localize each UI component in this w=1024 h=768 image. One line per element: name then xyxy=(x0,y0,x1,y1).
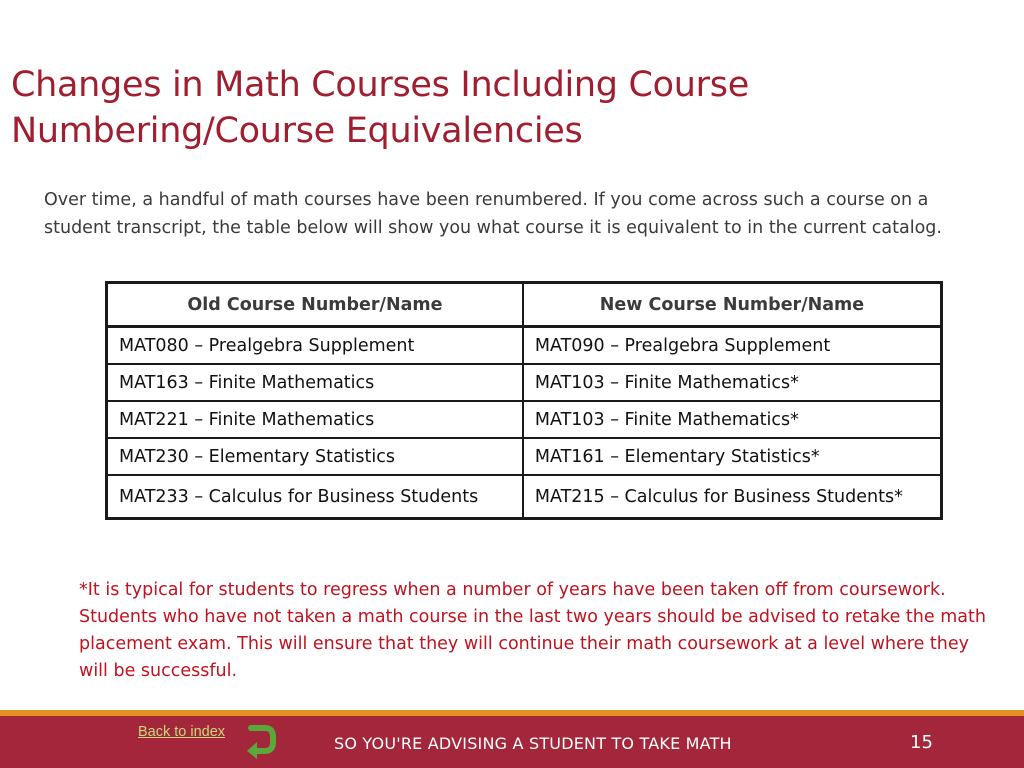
old-course-cell: MAT080 – Prealgebra Supplement xyxy=(107,327,523,365)
old-course-cell: MAT233 – Calculus for Business Students xyxy=(107,475,523,519)
back-to-index-link[interactable]: Back to index xyxy=(138,724,226,740)
presentation-title: SO YOU'RE ADVISING A STUDENT TO TAKE MATH xyxy=(334,734,732,753)
new-course-cell: MAT161 – Elementary Statistics* xyxy=(523,438,942,475)
old-course-cell: MAT163 – Finite Mathematics xyxy=(107,364,523,401)
header-new-course: New Course Number/Name xyxy=(523,283,942,327)
page-number: 15 xyxy=(910,732,933,753)
table-row xyxy=(107,327,942,365)
intro-paragraph: Over time, a handful of math courses have been renumbered. If you come across such a course on a student transcript, the table below will show you what course it is equivalent to in the current catalog. xyxy=(44,190,942,238)
footnote: *It is typical for students to regress when a number of years have been taken off from coursework. Students who have not taken a math course in the last two years should be advised to retake the math placement exam. This will ensure that they will continue their math coursework at a level where they will be successful. xyxy=(79,580,986,681)
slide-title: Changes in Math Courses Including Course Numbering/Course Equivalencies xyxy=(11,65,749,151)
header-old-course: Old Course Number/Name xyxy=(107,283,523,327)
table-row xyxy=(107,364,942,401)
table-row xyxy=(107,475,942,519)
table-row xyxy=(107,401,942,438)
table-header-row xyxy=(107,283,942,327)
new-course-cell: MAT215 – Calculus for Business Students* xyxy=(523,475,942,519)
course-equivalency-table xyxy=(105,281,943,520)
new-course-cell: MAT103 – Finite Mathematics* xyxy=(523,401,942,438)
old-course-cell: MAT230 – Elementary Statistics xyxy=(107,438,523,475)
return-arrow-icon[interactable] xyxy=(243,722,277,760)
new-course-cell: MAT090 – Prealgebra Supplement xyxy=(523,327,942,365)
new-course-cell: MAT103 – Finite Mathematics* xyxy=(523,364,942,401)
table-row xyxy=(107,438,942,475)
old-course-cell: MAT221 – Finite Mathematics xyxy=(107,401,523,438)
